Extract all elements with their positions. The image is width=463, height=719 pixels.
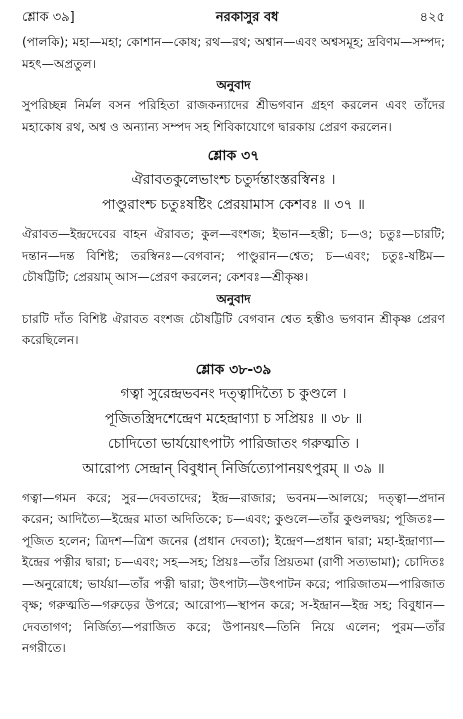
verse-title-38-39: শ্লোক ৩৮-৩৯ [195,361,272,378]
translation-heading-37: অনুবাদ [216,291,251,306]
verse-39-line-1: চোদিতো ভার্যয়োৎপাট্য পারিজাতং গরুত্মতি । [107,435,360,452]
synonyms-block-37: ঐরাবত—ইন্দ্রদেবের বাহন ঐরাবত; কুল—বংশজ; ইভান—হস্তী; চ—ও; চতুঃ—চারটি; দন্তান—দন্ত বিশিষ্ট; তরস্বিনঃ—বেগবান; পাণ্ডুরান—শ্বেত; চ—এবং; চতুঃ-ষষ্টিম—চৌষট্টিটি; প্রেরয়াম্‌ আস—প্রেরণ করলেন; কেশবঃ—শ্রীকৃষ্ণ। [22,227,445,284]
header-chapter-title: নরকাসুর বধ [215,10,279,25]
verse-37-line-1: ঐরাবতকুলেভাংশ্চ চতুর্দন্তাংস্তরস্বিনঃ । [131,172,336,188]
verse-38-line-1: গত্বা সুরেন্দ্রভবনং দত্ত্বাদিত্যৈ চ কুণ্ডলে । [120,385,347,402]
verse-37-line-2: পাণ্ডুরাংশ্চ চতুঃষষ্টিং প্রেরয়ামাস কেশবঃ ॥ ৩৭ ॥ [102,197,365,213]
header-page-number: ৪২৫ [419,10,445,25]
synonyms-block-36: (পালকি); মহা—মহা; কোশান—কোষ; রথ—রথ; অশ্বান—এবং অশ্বসমূহ; দ্রবিণম—সম্পদ; মহৎ—অপ্রতুল। [22,35,445,71]
header-verse-ref: শ্লোক ৩৯] [22,10,75,25]
translation-heading-36: অনুবাদ [216,78,251,92]
synonyms-block-38-39: গত্বা—গমন করে; সুর—দেবতাদের; ইন্দ্র—রাজার; ভবনম—আলয়ে; দত্ত্বা—প্রদান করেন; আদিত্যৈ—ইন্দ্রের মাতা অদিতিকে; চ—এবং; কুণ্ডলে—তাঁর কুণ্ডলদ্বয়; পূজিতঃ—পূজিত হলেন; ত্রিদশ—ত্রিশ জনের (প্রধান দেবতা); ইন্দ্রেণ—প্রধান দ্বারা; মহা-ইন্দ্রাণ্যা—ইন্দ্রের পত্নীর দ্বারা; চ—এবং; সহ—সহ; প্রিয়ঃ—তাঁর প্রিয়তমা (রাণী সত্যভামা); চোদিতঃ—অনুরোধে; ভার্যয়া—তাঁর পত্নী দ্বারা; উৎপাট্য—উৎপাটন করে; পারিজাতম—পারিজাত বৃক্ষ; গরুত্মতি—গরুড়ের উপরে; আরোপ্য—স্থাপন করে; স-ইন্দ্রান—ইন্দ্র সহ; বিবুধান—দেবতাগণ; নির্জিত্য—পরাজিত করে; উপানয়ৎ—তিনি নিয়ে এলেন; পুরম—তাঁর নগরীতে। [22,490,445,655]
verse-38-line-2: পূজিতস্ত্রিদশেন্দ্রেণ মহেন্দ্রাণ্যা চ সপ্রিয়ঃ ॥ ৩৮ ॥ [104,410,363,427]
translation-36: সুপরিচ্ছন্ন নির্মল বসন পরিহিতা রাজকন্যাদের শ্রীভগবান গ্রহণ করলেন এবং তাঁদের মহাকোষ রথ, অশ্ব ও অন্যান্য সম্পদ সহ শিবিকাযোগে দ্বারকায় প্রেরণ করলেন। [22,98,445,134]
translation-37: চারটি দাঁত বিশিষ্ট ঐরাবত বংশজ চৌষট্টিটি বেগবান শ্বেত হস্তীও ভগবান শ্রীকৃষ্ণ প্রেরণ করেছিলেন। [22,311,445,347]
verse-title-37: শ্লোক ৩৭ [207,148,260,164]
page-header [22,4,445,32]
verse-39-line-2: আরোপ্য সেন্দ্রান্‌ বিবুধান্‌ নির্জিত্যোপানয়ৎপুরম্‌ ॥ ৩৯ ॥ [82,460,385,477]
